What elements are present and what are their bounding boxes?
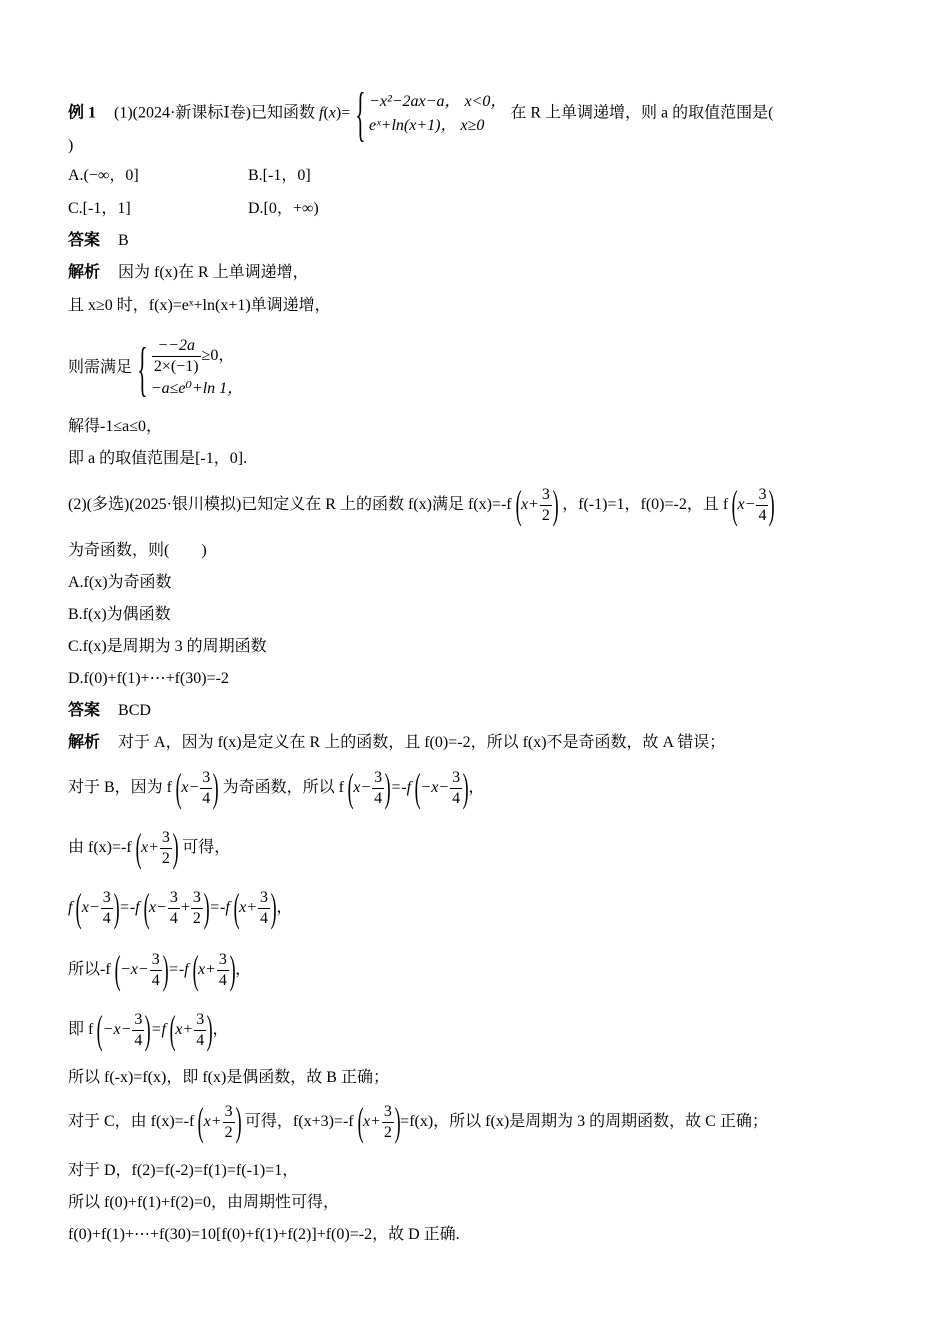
numerator: 3 — [160, 828, 172, 849]
q1-close: ) — [68, 137, 74, 154]
denominator: 2 — [541, 506, 550, 524]
piecewise-function — [354, 81, 507, 147]
step-b5-prefix: 即 f — [68, 1021, 94, 1038]
numerator: 3 — [150, 950, 162, 971]
left-paren: ( — [515, 482, 522, 528]
step-b-end: ， — [468, 779, 485, 796]
right-paren: ) — [162, 947, 169, 993]
analysis-text-1: 因为 f(x)在 R 上单调递增， — [118, 264, 309, 281]
answer-value: BCD — [118, 702, 151, 719]
step-b-mid: 为奇函数，所以 f — [222, 779, 344, 796]
numerator: 3 — [191, 888, 203, 909]
left-paren: ( — [233, 885, 240, 931]
left-paren: ( — [114, 947, 121, 993]
fraction-3-4 — [217, 950, 229, 991]
step-b-prefix: 对于 B，因为 f — [68, 779, 173, 796]
fraction-3-2 — [382, 1102, 394, 1143]
denominator: 2 — [224, 1123, 233, 1141]
piecewise-case-2: eˣ+ln(x+1)， x≥0 — [369, 117, 485, 134]
step-c-end: =f(x)，所以 f(x)是周期为 3 的周期函数，故 C 正确； — [400, 1113, 768, 1130]
left-paren: ( — [97, 1007, 104, 1053]
ex1-answer — [68, 231, 129, 251]
numerator: 3 — [101, 888, 113, 909]
ex2-step-d-3: f(0)+f(1)+⋯+f(30)=10[f(0)+f(1)+f(2)]+f(0)=-2，故 D 正确. — [68, 1226, 460, 1243]
ex2-step-a — [68, 733, 725, 753]
left-paren: ( — [357, 1099, 364, 1145]
ex2-option-c: C.f(x)是周期为 3 的周期函数 — [68, 638, 267, 655]
fraction-3-4 — [258, 888, 270, 929]
numerator: 3 — [132, 1010, 144, 1031]
numerator: 3 — [217, 950, 229, 971]
ex1-analysis-2: 且 x≥0 时，f(x)=eˣ+ln(x+1)单调递增， — [68, 297, 331, 314]
q2-prefix: (2)(多选)(2025·银川模拟)已知定义在 R 上的函数 f(x)满足 f(x)=-f — [68, 496, 512, 513]
expr: −x− — [102, 1021, 132, 1038]
fraction-3-4 — [168, 888, 180, 929]
q2-mid: ，f(-1)=1，f(0)=-2，且 f — [562, 496, 729, 513]
expr: x+ — [197, 961, 216, 978]
condition-1-fraction — [152, 336, 201, 377]
expr: −x− — [420, 779, 450, 796]
q1-suffix: 在 R 上单调递增，则 a 的取值范围是( — [510, 104, 774, 122]
equals-neg-f: =-f — [390, 779, 412, 796]
ex1-analysis-4: 解得-1≤a≤0， — [68, 418, 162, 435]
ex2-option-d: D.f(0)+f(1)+⋯+f(30)=-2 — [68, 670, 229, 687]
q1-fx: f — [318, 104, 324, 122]
right-paren: ) — [394, 1099, 401, 1145]
piecewise-cases — [369, 90, 506, 138]
right-paren: ) — [229, 947, 236, 993]
equals-neg-f: =-f — [168, 961, 189, 978]
step-b2-end: 可得， — [182, 839, 231, 856]
numerator: 3 — [194, 1010, 206, 1031]
numerator: 3 — [382, 1102, 394, 1123]
step-c-prefix: 对于 C，由 f(x)=-f — [68, 1113, 195, 1130]
expr: x+ — [141, 839, 159, 856]
fraction-numerator: −−2a — [152, 336, 201, 357]
denominator: 4 — [102, 909, 111, 927]
right-paren: ) — [145, 1007, 152, 1053]
denominator: 4 — [758, 506, 767, 524]
step-b4-prefix: 所以-f — [68, 961, 111, 978]
left-paren: ( — [414, 765, 421, 811]
answer-label: 答案 — [68, 232, 101, 249]
denominator: 2 — [161, 849, 170, 867]
fraction-3-4 — [372, 768, 384, 809]
example-title: 例 1 — [68, 104, 97, 122]
fraction-3-4 — [194, 1010, 206, 1051]
expr: x− — [148, 899, 167, 916]
denominator: 4 — [196, 1031, 205, 1049]
fraction-3-2 — [160, 828, 172, 869]
denominator: 4 — [202, 789, 211, 807]
left-paren: ( — [347, 765, 354, 811]
q2-line-2: 为奇函数，则( ) — [68, 542, 207, 559]
left-paren: ( — [175, 765, 182, 811]
left-paren: ( — [76, 885, 83, 931]
expr-x-plus: x+ — [520, 496, 539, 513]
right-paren: ) — [113, 885, 120, 931]
step-b2-prefix: 由 f(x)=-f — [68, 839, 132, 856]
ex2-step-b-4 — [68, 948, 251, 992]
left-paren: ( — [731, 482, 738, 528]
numerator: 3 — [372, 768, 384, 789]
fraction-3-4 — [450, 768, 462, 809]
fraction-3-4 — [150, 950, 162, 991]
left-brace: { — [137, 335, 148, 402]
step-c-mid: 可得，f(x+3)=-f — [244, 1113, 354, 1130]
q1-prefix: (1)(2024·新课标Ⅰ卷)已知函数 — [114, 104, 319, 122]
right-paren: ) — [462, 765, 469, 811]
step-b4-end: ， — [235, 961, 252, 978]
ex1-option-d: D.[0，+∞) — [248, 200, 319, 217]
ex2-option-b: B.f(x)为偶函数 — [68, 606, 171, 623]
condition-1 — [151, 336, 243, 377]
answer-label: 答案 — [68, 702, 101, 719]
ex1-option-a: A.(−∞，0] — [68, 167, 139, 184]
f-symbol: f — [68, 899, 73, 916]
denominator: 4 — [374, 789, 383, 807]
right-paren: ) — [206, 1007, 213, 1053]
expr: x− — [353, 779, 372, 796]
denominator: 2 — [383, 1123, 392, 1141]
numerator: 3 — [540, 485, 552, 506]
denominator: 4 — [151, 971, 160, 989]
fraction-denominator: 2×(−1) — [153, 358, 199, 375]
numerator: 3 — [450, 768, 462, 789]
right-paren: ) — [172, 825, 179, 871]
ex2-option-a: A.f(x)为奇函数 — [68, 574, 172, 591]
right-paren: ) — [203, 885, 210, 931]
left-paren: ( — [169, 1007, 176, 1053]
condition-2: −a≤e⁰+ln 1， — [150, 380, 244, 397]
expr: x+ — [203, 1113, 222, 1130]
fraction-3-4 — [756, 485, 768, 526]
ex1-analysis-3 — [68, 336, 243, 401]
right-paren: ) — [552, 482, 559, 528]
right-paren: ) — [212, 765, 219, 811]
left-paren: ( — [135, 825, 142, 871]
ex2-step-b-5 — [68, 1008, 229, 1052]
condition-1-rest: ≥0， — [201, 347, 235, 365]
numerator: 3 — [223, 1102, 235, 1123]
analysis-3-prefix: 则需满足 — [68, 359, 133, 377]
fraction-3-4 — [101, 888, 113, 929]
ex2-step-d-2: 所以 f(0)+f(1)+f(2)=0，由周期性可得， — [68, 1194, 340, 1211]
ex2-answer — [68, 701, 151, 721]
analysis-label: 解析 — [68, 264, 101, 281]
right-paren: ) — [235, 1099, 242, 1145]
numerator: 3 — [756, 485, 768, 506]
ex2-question — [68, 483, 775, 527]
right-paren: ) — [270, 885, 277, 931]
ex1-question — [68, 81, 774, 147]
equals-neg-f: =-f — [209, 899, 230, 916]
ex2-step-b-3 — [68, 886, 292, 930]
ex1-analysis-1 — [68, 263, 309, 283]
fraction-3-2 — [191, 888, 203, 929]
denominator: 4 — [218, 971, 227, 989]
left-paren: ( — [143, 885, 150, 931]
ex1-option-b: B.[-1，0] — [248, 167, 311, 184]
plus-sign: + — [180, 899, 190, 916]
step-b3-end: ， — [276, 899, 293, 916]
denominator: 4 — [452, 789, 461, 807]
step-a-text: 对于 A，因为 f(x)是定义在 R 上的函数，且 f(0)=-2，所以 f(x)不是奇函数，故 A 错误； — [118, 734, 726, 751]
numerator: 3 — [200, 768, 212, 789]
expr: x+ — [175, 1021, 194, 1038]
expr: x+ — [239, 899, 257, 916]
ex2-step-b-6: 所以 f(-x)=f(x)，即 f(x)是偶函数，故 B 正确； — [68, 1069, 389, 1086]
numerator: 3 — [168, 888, 180, 909]
expr: x− — [181, 779, 200, 796]
left-brace: { — [355, 81, 366, 147]
ex2-step-c — [68, 1100, 768, 1144]
condition-system — [136, 336, 243, 401]
q1-fx-arg: (x)= — [323, 104, 351, 122]
condition-cases — [151, 336, 243, 401]
numerator: 3 — [258, 888, 270, 909]
ex2-step-b-2 — [68, 826, 230, 870]
step-b5-end: ， — [212, 1021, 229, 1038]
right-paren: ) — [384, 765, 391, 811]
ex1-analysis-5: 即 a 的取值范围是[-1，0]. — [68, 450, 248, 467]
ex2-step-d-1: 对于 D，f(2)=f(-2)=f(1)=f(-1)=1， — [68, 1162, 299, 1179]
expr: x+ — [362, 1113, 381, 1130]
denominator: 2 — [192, 909, 201, 927]
right-paren: ) — [769, 482, 776, 528]
denominator: 4 — [260, 909, 268, 927]
analysis-label: 解析 — [68, 734, 101, 751]
denominator: 4 — [169, 909, 178, 927]
denominator: 4 — [134, 1031, 143, 1049]
left-paren: ( — [198, 1099, 205, 1145]
left-paren: ( — [192, 947, 199, 993]
answer-value: B — [118, 232, 129, 249]
ex1-option-c: C.[-1，1] — [68, 200, 131, 217]
fraction-3-4 — [200, 768, 212, 809]
equals-f: =f — [150, 1021, 166, 1038]
ex2-step-b — [68, 766, 484, 810]
expr: −x− — [120, 961, 149, 978]
equals-neg-f: =-f — [119, 899, 140, 916]
fraction-3-2 — [540, 485, 552, 526]
expr: x− — [81, 899, 100, 916]
fraction-3-2 — [223, 1102, 235, 1143]
expr-x-minus: x− — [737, 496, 756, 513]
piecewise-case-1: −x²−2ax−a， x<0， — [369, 93, 507, 110]
fraction-3-4 — [132, 1010, 144, 1051]
